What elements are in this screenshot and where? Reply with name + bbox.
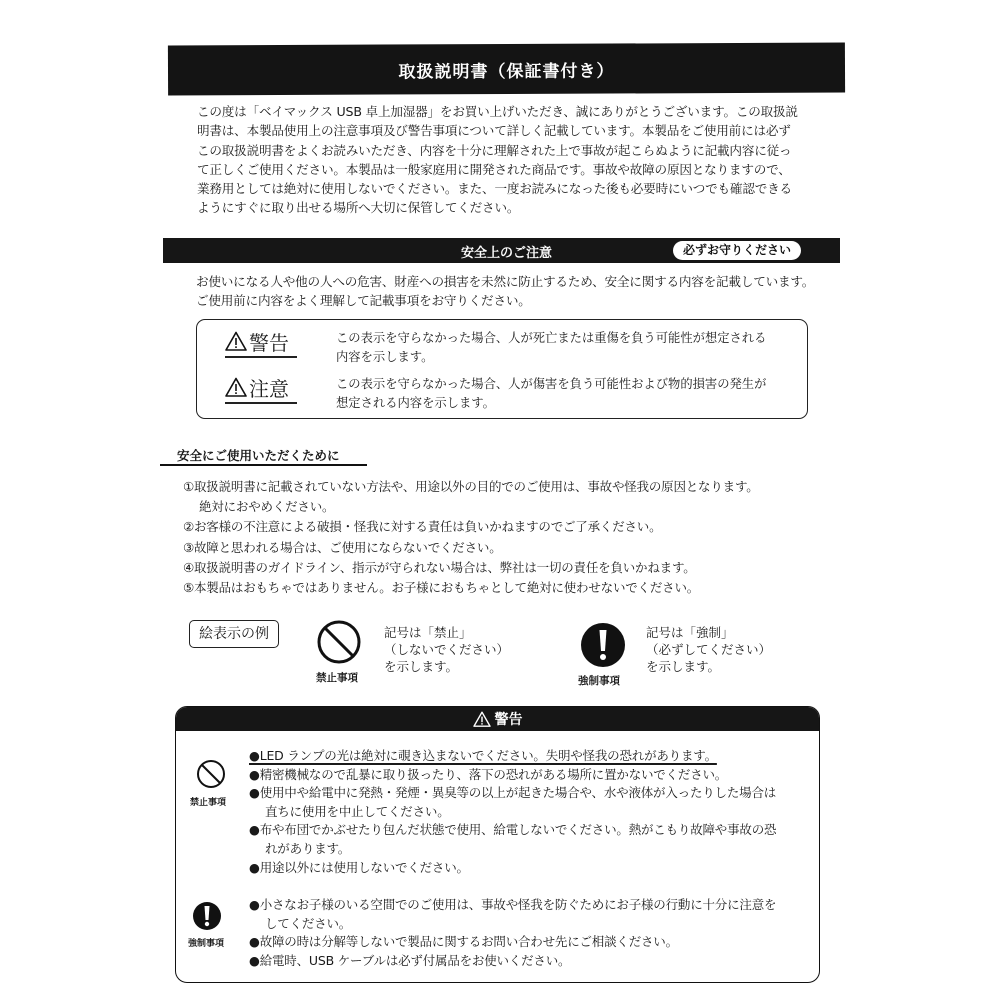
safety-heading: 安全上のご注意: [461, 246, 553, 261]
bullet-item: ●小さなお子様のいる空間でのご使用は、事故や怪我を防ぐためにお子様の行動に十分に注意を: [249, 897, 777, 912]
legend-desc-caution: [336, 375, 796, 413]
prohibited-desc-line: 記号は「禁止」: [384, 625, 472, 640]
list-item: ③故障と思われる場合は、ご使用にならないでください。: [183, 539, 502, 555]
legend-desc-line: この表示を守らなかった場合、人が傷害を負う可能性および物的損害の発生が: [336, 377, 767, 391]
mandatory-desc-line: （必ずしてください）: [646, 642, 772, 657]
list-item: ①取扱説明書に記載されていない方法や、用途以外の目的でのご使用は、事故や怪我の原因となります。: [183, 479, 759, 494]
prohibited-description: [384, 624, 509, 675]
mandatory-desc-line: を示します。: [646, 659, 721, 674]
prohibited-icon: [196, 759, 226, 789]
list-item: ④取扱説明書のガイドライン、指示が守られない場合は、弊社は一切の責任を負いかねます。: [183, 559, 696, 575]
document-title: 取扱説明書（保証書付き）: [398, 61, 615, 82]
usage-list: [183, 477, 823, 598]
warning-triangle-icon: [473, 711, 491, 727]
bullet-continuation: 直ちに使用を中止してください。: [265, 803, 450, 819]
signal-word-legend: [196, 319, 808, 419]
prohibited-icon: [316, 619, 362, 665]
legend-term-caution: [225, 372, 297, 404]
warning-box: [175, 706, 820, 983]
safety-intro: [196, 272, 836, 310]
warning-header: [176, 707, 819, 731]
bullet-item: ●故障の時は分解等しないで製品に関するお問い合わせ先にご相談ください。: [249, 934, 678, 950]
intro-line: この度は「ベイマックス USB 卓上加湿器」をお買い上げいただき、誠にありがとうございます。この取扱説: [197, 104, 798, 119]
bullet-item: ●LED ランプの光は絶対に覗き込まないでください。失明や怪我の恐れがあります。: [249, 748, 717, 763]
safety-intro-line: お使いになる人や他の人への危害、財産への損害を未然に防止するため、安全に関する内容を記載しています。: [196, 274, 815, 289]
bullet-item: ●給電時、USB ケーブルは必ず付属品をお使いください。: [249, 952, 571, 968]
mandatory-bullets: [249, 896, 776, 970]
prohibited-desc-line: （しないでください）: [384, 642, 510, 657]
bullet-item: ●使用中や給電中に発熱・発煙・異臭等の以上が起きた場合や、水や液体が入ったりした場合は: [249, 785, 777, 801]
legend-desc-line: 内容を示します。: [336, 350, 434, 364]
bullet-item: ●布や布団でかぶせたり包んだ状態で使用、給電しないでください。熱がこもり故障や事故の恐: [249, 822, 777, 838]
safety-intro-line: ご使用前に内容をよく理解して記載事項をお守りください。: [196, 293, 531, 308]
legend-desc-line: この表示を守らなかった場合、人が死亡または重傷を負う可能性が想定される: [336, 331, 767, 345]
pictogram-example-tag: 絵表示の例: [189, 620, 279, 648]
warning-triangle-icon: [225, 377, 247, 397]
intro-line: て正しくご使用ください。本製品は一般家庭用に開発された商品です。事故や故障の原因となりますので、: [197, 161, 791, 177]
exclamation-icon: [192, 901, 222, 931]
legend-desc-warning: [336, 329, 796, 367]
intro-line: 明書は、本製品使用上の注意事項及び警告事項について詳しく記載しています。本製品をご使用前には必ず: [197, 123, 791, 139]
warning-heading: 警告: [494, 712, 523, 728]
prohibited-label: 禁止事項: [190, 798, 227, 808]
bullet-continuation: れがあります。: [265, 840, 351, 856]
intro-line: 業務用としては絶対に使用しないでください。また、一度お読みになった後も必要時にいつでも確認できる: [197, 181, 792, 197]
prohibited-bullets: [249, 747, 776, 877]
list-item-continuation: 絶対におやめください。: [199, 499, 335, 515]
legend-term-warning: [225, 326, 297, 358]
must-follow-badge: 必ずお守りください: [673, 241, 801, 260]
mandatory-label: 強制事項: [188, 939, 225, 949]
mandatory-caption: 強制事項: [578, 675, 620, 687]
usage-heading: 安全にご使用いただくために: [160, 446, 367, 466]
prohibited-desc-line: を示します。: [384, 659, 459, 674]
bullet-item: ●用途以外には使用しないでください。: [249, 859, 469, 875]
warning-triangle-icon: [225, 331, 247, 351]
mandatory-description: [646, 624, 771, 675]
mandatory-desc-line: 記号は「強制」: [646, 625, 734, 640]
intro-paragraph: [197, 102, 827, 218]
prohibited-caption: 禁止事項: [316, 672, 358, 684]
list-item: ⑤本製品はおもちゃではありません。お子様におもちゃとして絶対に使わせないでください。: [183, 580, 700, 596]
intro-line: この取扱説明書をよくお読みいただき、内容を十分に理解された上で事故が起こらぬように記載内容に従っ: [197, 142, 792, 158]
safety-section-bar: [163, 238, 840, 263]
exclamation-icon: [580, 622, 626, 668]
list-item: ②お客様の不注意による破損・怪我に対する責任は負いかねますのでご了承ください。: [183, 519, 662, 535]
bullet-continuation: してください。: [265, 915, 352, 931]
legend-term-label: 注意: [249, 376, 289, 401]
title-bar: [168, 43, 845, 96]
legend-term-label: 警告: [249, 330, 289, 355]
bullet-item: ●精密機械なので乱暴に取り扱ったり、落下の恐れがある場所に置かないでください。: [249, 766, 728, 782]
intro-line: ようにすぐに取り出せる場所へ大切に保管してください。: [197, 200, 520, 216]
legend-desc-line: 想定される内容を示します。: [336, 396, 495, 410]
